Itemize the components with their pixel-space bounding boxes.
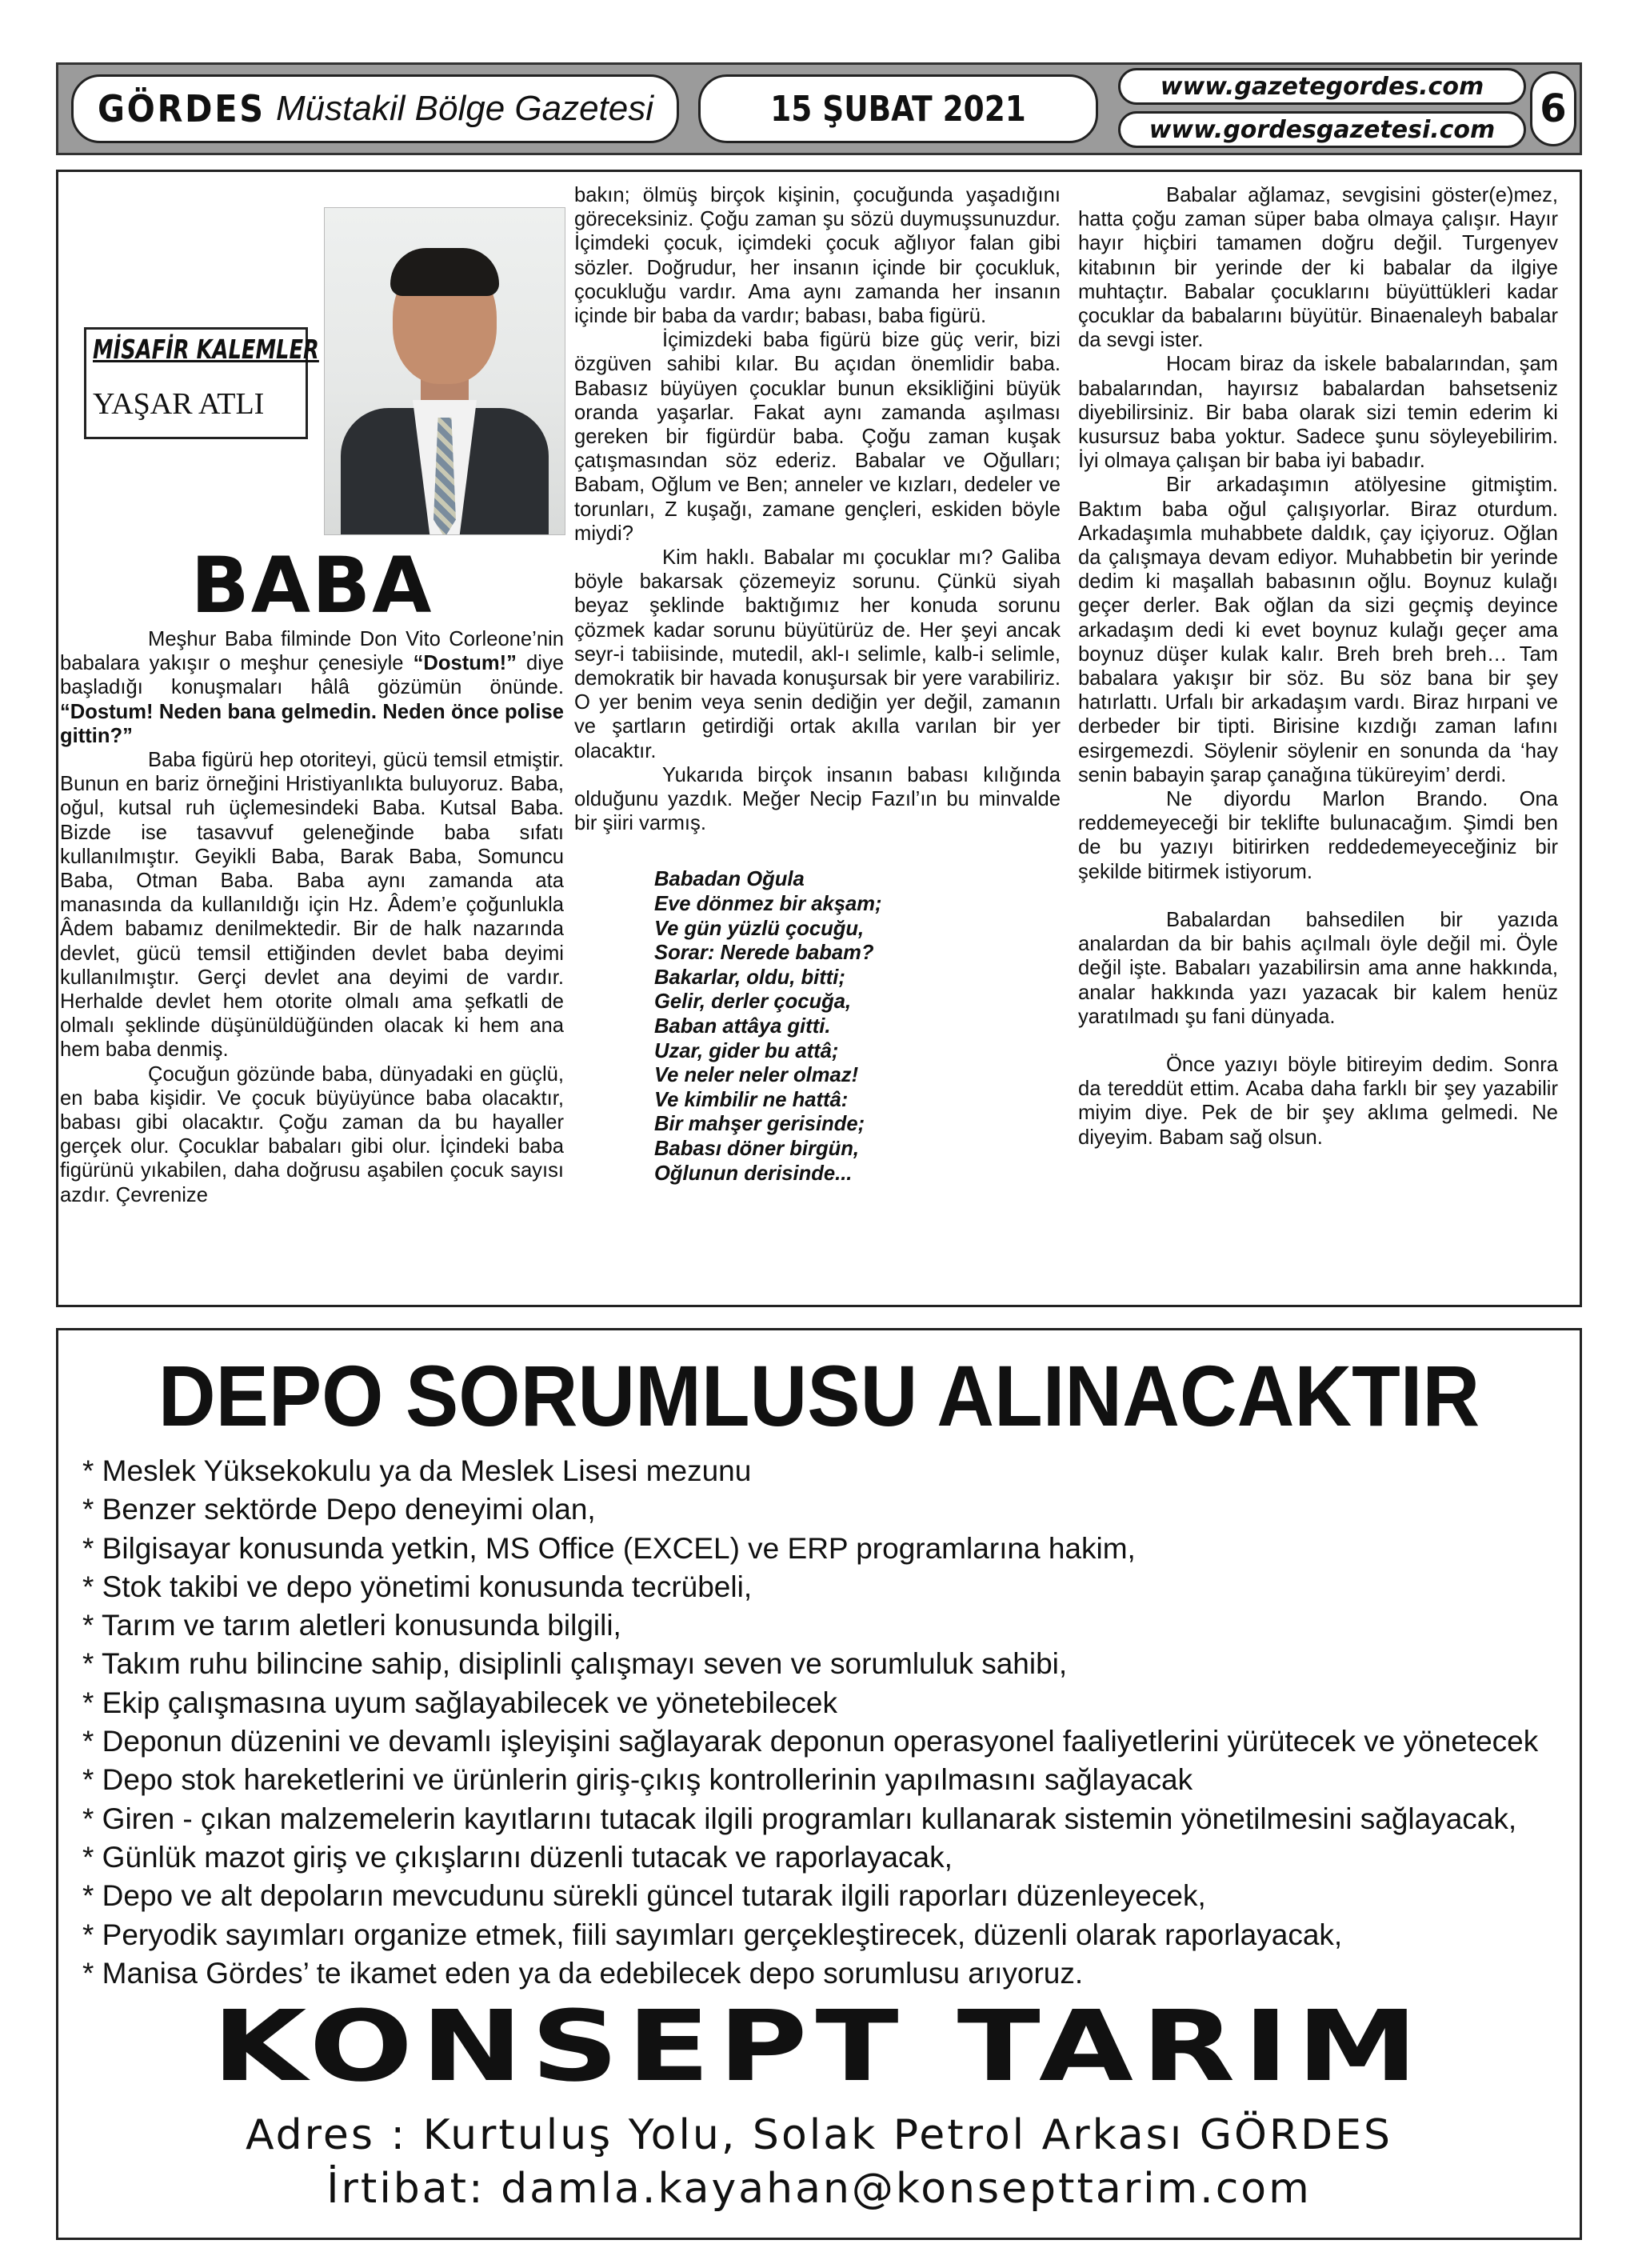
column-label: MİSAFİR KALEMLER: [93, 334, 319, 365]
newspaper-subtitle: Müstakil Bölge Gazetesi: [276, 89, 654, 128]
website-url-1[interactable]: www.gazetegordes.com: [1160, 72, 1484, 101]
column-label-box: [84, 327, 319, 439]
paragraph: Bir arkadaşımın atölyesine gitmiştim. Baktım baba oğul çalışıyorlar. Biraz oturdum. Arkadaşımla muhabbete daldık, çay içiyoruz. Oğlan da çalışmaya devam ediyor. Muhabbetin bir yerinde dedim ki maşallah babasının oğlu. Boynuz kulağı geçer derler. Bak oğlan da sizi geçmiş deyince arkadaşım dedi ki evet boynuz kulağı geçer ama boynuz düşer kulak kalır. Breh breh breh… Tam babalara yakışır bir söz. Bu söz bana bir şey hatırlattı. Urfalı bir arkadaşım vardı. Biraz hırpani ve derbeder bir tipti. Birisine kızdığı zaman lafını esirgemezdi. Söylenir söylenir en sonunda da ‘hay senin babayin şarap çanağına tüküreyim’ derdi.: [1078, 474, 1558, 786]
url-pill-1: [1118, 68, 1526, 105]
poem-title: Babadan Oğula: [654, 868, 805, 891]
requirement-item: * Giren - çıkan malzemelerin kayıtlarını tutacak ilgili programları kullanarak sistemin yönetilmesini sağlayacak,: [82, 1802, 1517, 1835]
paragraph: Hocam biraz da iskele babalarından, şam babalarından, hayırsız babalardan bahsetseniz diyebilirsiniz. Bir baba olarak sizi temin ederim ki kusursuz baba yoktur. Sadece şunu söyleyebilirim. İyi olmaya çalışan bir baba iyi babadır.: [1078, 353, 1558, 473]
article-intro-block: [60, 183, 564, 630]
article-box: [56, 170, 1582, 1307]
poem-line: Uzar, gider bu attâ;: [654, 1039, 839, 1062]
paragraph: Meşhur Baba filminde Don Vito Corleone’nin babalara yakışır o meşhur çenesiyle “Dostum!” diye başladığı konuşmaları hâlâ gözümün önünde. “Dostum! Neden bana gelmedin. Neden önce polise gittin?”: [60, 628, 564, 747]
brand-pill: [71, 74, 679, 143]
requirement-item: * Stok takibi ve depo yönetimi konusunda tecrübeli,: [82, 1570, 753, 1603]
article-column-3: [1078, 183, 1558, 1150]
paragraph: İçimizdeki baba figürü bize güç verir, bizi özgüven sahibi kılar. Bu açıdan önemlidir baba. Babasız büyüyen çocuklar bunun eksikliğini büyük oranda yaşarlar. Fakat aynı zamanda aşılması gereken bir figürdür baba. Çoğu zaman kuşak çatışmasından söz ederiz. Babalar ve Oğulları; Babam, Oğlum ve Ben; anneler ve kızları, dedeler ve torunları, Z kuşağı, zamane gençleri, eskiden böyle miydi?: [574, 329, 1061, 545]
contact-email[interactable]: İrtibat: damla.kayahan@konsepttarim.com: [326, 2165, 1312, 2213]
requirement-item: * Depo stok hareketlerini ve ürünlerin giriş-çıkış kontrollerinin yapılmasını sağlayacak: [82, 1763, 1193, 1797]
author-photo: [324, 207, 565, 535]
poem-line: Ve neler neler olmaz!: [654, 1064, 859, 1087]
paragraph: Kim haklı. Babalar mı çocuklar mı? Galiba böyle bakarsak çözemeyiz sorunu. Çünkü siyah beyaz şeklinde baktığımız her konuda sorunu çözmek kadar sorunu büyütürüz de. Her şeyi ancak seyr-i tabiisinde, mutedil, akl-ı selimle, kalb-i selimle, demokratik bir havada konuşursak bir yere varabiliriz. O yer benim veya senin dediğin yer değil, zamanın ve şartların getirdiği ortak akılla varılan bir yer olacaktır.: [574, 546, 1061, 762]
requirement-item: * Takım ruhu bilincine sahip, disiplinli çalışmayı seven ve sorumluluk sahibi,: [82, 1647, 1068, 1681]
poem-line: Ve gün yüzlü çocuğu,: [654, 917, 865, 940]
poem-line: Oğlunun derisinde...: [654, 1162, 853, 1185]
paragraph: Babalardan bahsedilen bir yazıda analardan da bir bahis açılmalı öyle değil mi. Öyle değil işte. Babaları yazabilirsin ama anne hakkında, analar hakkında yazı yazacak bir kalem henüz yaratılmadı şu fani dünyada.: [1078, 908, 1558, 1028]
poem-line: Bir mahşer gerisinde;: [654, 1113, 865, 1136]
paragraph: bakın; ölmüş birçok kişinin, çocuğunda yaşadığını göreceksiniz. Çoğu zaman şu sözü duymuşsunuzdur. İçimdeki çocuk, içimdeki çocuk ağlıyor falan gibi sözler. Doğrudur, her insanın içinde bir çocukluk, çocukluğu vardır. Ama aynı zamanda her insanın içinde bir baba da vardır; babası, baba figürü.: [574, 184, 1061, 328]
requirement-item: * Ekip çalışmasına uyum sağlayabilecek ve yönetebilecek: [82, 1686, 837, 1719]
paragraph: Baba figürü hep otoriteyi, gücü temsil etmiştir. Bunun en bariz örneğini Hristiyanlıkta buluyoruz. Baba, oğul, kutsal ruh üçlemesindeki Baba. Kutsal Baba. Bizde ise tasavvuf geleneğinde baba sıfatı kullanılmıştır. Geyikli Baba, Barak Baba, Somuncu Baba, Otman Baba. Baba aynı zamanda ata manasında da kullanıldığı için Hz. Âdem’e çoğunlukla Âdem babamız denilmektedir. Bir de halk nazarında devlet, gücü temsil ettiğinden devlet baba deyimi kullanılmıştır. Gerçi devlet ana deyimi de vardır. Herhalde devlet hem otorite olmalı ama şefkatli de olmalı şeklinde düşünüldüğünden olacak ki hem ana hem baba denmiş.: [60, 749, 564, 1062]
issue-date: 15 ŞUBAT 2021: [770, 88, 1026, 130]
poem-line: Sorar: Nerede babam?: [654, 942, 874, 965]
requirement-item: * Meslek Yüksekokulu ya da Meslek Lisesi mezunu: [82, 1454, 752, 1487]
requirement-item: * Günlük mazot giriş ve çıkışlarını düzenli tutacak ve raporlayacak,: [82, 1840, 953, 1874]
article-column-1: [60, 183, 564, 1207]
article-column-2: [574, 183, 1061, 1186]
poem: [654, 867, 1061, 1186]
requirement-item: * Peryodik sayımları organize etmek, fiili sayımları gerçekleştirecek, düzenli olarak raporlayacak,: [82, 1918, 1343, 1951]
poem-line: Babası döner birgün,: [654, 1138, 859, 1161]
company-name: KONSEPT TARIM: [212, 1990, 1426, 2103]
author-name: YAŞAR ATLI: [93, 387, 265, 421]
requirement-item: * Benzer sektörde Depo deneyimi olan,: [82, 1493, 596, 1526]
requirements-list: [82, 1452, 1570, 1993]
poem-line: Baban attâya gitti.: [654, 1015, 831, 1038]
poem-line: Eve dönmez bir akşam;: [654, 893, 882, 916]
paragraph: Çocuğun gözünde baba, dünyadaki en güçlü, en baba kişidir. Ve çocuk büyüyünce baba olacaktır, babası gibi olacaktır. Çoğu zaman da bu hayaller gerçek olur. Çocuklar babaları gibi olur. İçindeki baba figürünü yıkabilen, daha doğrusu aşabilen çocuk sayısı azdır. Çevrenize: [60, 1062, 564, 1206]
article-headline: BABA: [190, 541, 433, 630]
url-pill-2: [1118, 111, 1526, 148]
requirement-item: * Deponun düzenini ve devamlı işleyişini sağlayarak deponun operasyonel faaliyetlerini yürütecek ve yönetecek: [82, 1725, 1539, 1758]
date-pill: [698, 74, 1098, 143]
page-number: 6: [1540, 86, 1567, 131]
requirement-item: * Bilgisayar konusunda yetkin, MS Office (EXCEL) ve ERP programlarına hakim,: [82, 1531, 1136, 1565]
newspaper-name: GÖRDES: [98, 87, 266, 130]
company-address: Adres : Kurtuluş Yolu, Solak Petrol Arkası GÖRDES: [246, 2111, 1392, 2159]
paragraph: Ne diyordu Marlon Brando. Ona reddemeyeceği bir teklifte bulunacağım. Şimdi ben de bu yazıyı bitirirken reddedemeyeceğiniz bir şekilde bitirmek istiyorum.: [1078, 788, 1558, 883]
requirement-item: * Tarım ve tarım aletleri konusunda bilgili,: [82, 1609, 621, 1642]
requirement-item: * Depo ve alt depoların mevcudunu sürekli güncel tutarak ilgili raporları düzenleyecek,: [82, 1879, 1206, 1913]
masthead: [56, 62, 1582, 155]
page-number-pill: [1530, 71, 1576, 146]
paragraph: Yukarıda birçok insanın babası kılığında olduğunu yazdık. Meğer Necip Fazıl’ın bu minvalde bir şiiri varmış.: [574, 763, 1061, 835]
ad-title: DEPO SORUMLUSU ALINACAKTIR: [158, 1347, 1480, 1444]
paragraph: Önce yazıyı böyle bitireyim dedim. Sonra da tereddüt ettim. Acaba daha farklı bir şey yazabilir miyim diye. Pek de bir şey aklıma gelmedi. Ne diyeyim. Babam sağ olsun.: [1078, 1053, 1558, 1149]
poem-line: Ve kimbilir ne hattâ:: [654, 1088, 849, 1111]
requirement-item: * Manisa Gördes’ te ikamet eden ya da edebilecek depo sorumlusu arıyoruz.: [82, 1956, 1084, 1990]
paragraph: Babalar ağlamaz, sevgisini göster(e)mez, hatta çoğu zaman süper baba olmaya çalışır. Hayır hayır hiçbiri tamamen doğru değil. Turgenyev kitabının bir yerinde der ki babalar da ilgiye muhtaçtır. Babalar çocuklarını büyüttükleri kadar çocuklar da babalarını büyütür. Binaenaleyh babalar da sevgi ister.: [1078, 184, 1558, 352]
website-url-2[interactable]: www.gordesgazetesi.com: [1149, 115, 1496, 144]
job-advertisement: [56, 1328, 1582, 2240]
poem-line: Gelir, derler çocuğa,: [654, 990, 852, 1014]
poem-line: Bakarlar, oldu, bitti;: [654, 966, 845, 989]
